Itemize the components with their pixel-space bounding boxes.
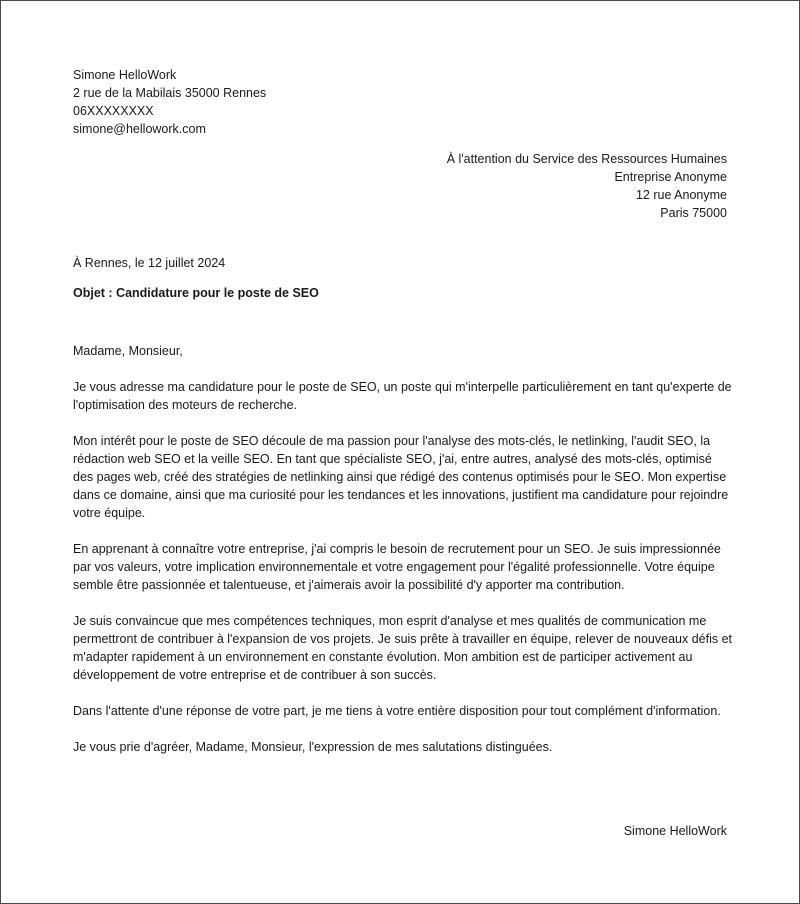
body-paragraph: Je vous adresse ma candidature pour le poste de SEO, un poste qui m'interpelle particulièrement en tant qu'experte de l'optimisation des moteurs de recherche.	[73, 380, 732, 412]
body-paragraph: Dans l'attente d'une réponse de votre part, je me tiens à votre entière disposition pour tout complément d'information.	[73, 704, 721, 718]
body-paragraph: En apprenant à connaître votre entreprise, j'ai compris le besoin de recrutement pour un SEO. Je suis impressionnée par vos valeurs, votre implication environnementale et votre engagement pour l'égalité professionnelle. Votre équipe semble être passionnée et talentueuse, et j'aimerais avoir la possibilité d'y apporter ma contribution.	[73, 542, 721, 592]
sender-address: 2 rue de la Mabilais 35000 Rennes	[73, 86, 267, 100]
letter-body	[73, 342, 733, 774]
sender-name: Simone HelloWork	[73, 68, 177, 82]
body-paragraph: Je suis convaincue que mes compétences techniques, mon esprit d'analyse et mes qualités de communication me permettront de contribuer à l'expansion de vos projets. Je suis prête à travailler en équipe, relever de nouveaux défis et m'adapter rapidement à un environnement en constante évolution. Mon ambition est de participer activement au développement de votre entreprise et de contribuer à son succès.	[73, 614, 733, 682]
sender-phone: 06XXXXXXXX	[73, 104, 154, 118]
letter-date: À Rennes, le 12 juillet 2024	[73, 256, 226, 270]
recipient-company: Entreprise Anonyme	[614, 170, 727, 184]
salutation: Madame, Monsieur,	[73, 344, 183, 358]
recipient-street: 12 rue Anonyme	[635, 188, 727, 202]
sender-email: simone@hellowork.com	[73, 122, 206, 136]
body-paragraph: Mon intérêt pour le poste de SEO découle de ma passion pour l'analyse des mots-clés, le netlinking, l'audit SEO, la rédaction web SEO et la veille SEO. En tant que spécialiste SEO, j'ai, entre autres, analysé des mots-clés, optimisé des pages web, créé des stratégies de netlinking ainsi que rédigé des contenus optimisés pour le SEO. Mon expertise dans ce domaine, ainsi que ma curiosité pour les tendances et les innovations, justifient ma candidature pour rejoindre votre équipe.	[73, 434, 729, 520]
signature: Simone HelloWork	[623, 824, 727, 838]
recipient-block	[447, 150, 727, 222]
sender-block	[73, 66, 266, 138]
recipient-attention: À l'attention du Service des Ressources Humaines	[446, 152, 727, 166]
letter-subject: Objet : Candidature pour le poste de SEO	[73, 286, 319, 300]
closing-paragraph: Je vous prie d'agréer, Madame, Monsieur, l'expression de mes salutations distinguées.	[73, 740, 553, 754]
recipient-city: Paris 75000	[660, 206, 727, 220]
